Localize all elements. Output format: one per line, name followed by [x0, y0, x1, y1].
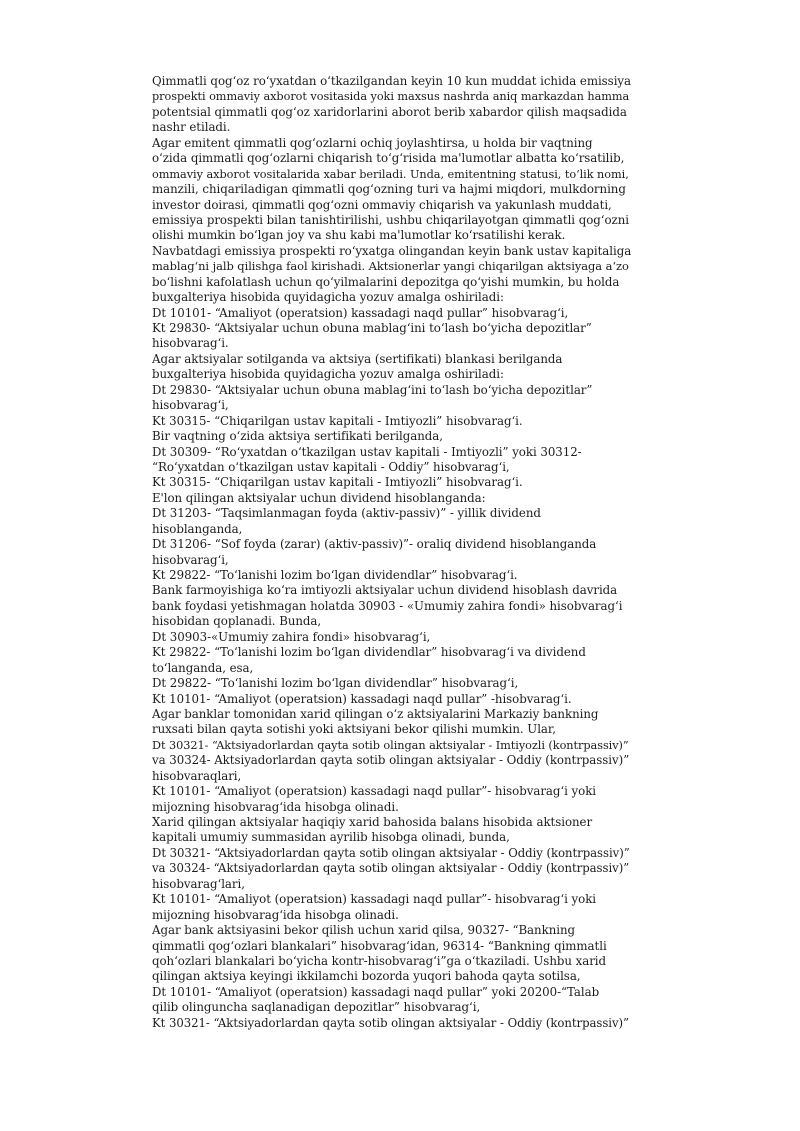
document-body	[152, 74, 632, 1031]
text-line: Kt 29822- “To‘lanishi lozim bo‘lgan dividendlar” hisobvarag‘i.	[152, 568, 518, 582]
text-line: Dt 31203- “Taqsimlanmagan foyda (aktiv-passiv)” - yillik dividend	[152, 506, 541, 521]
text-line: Qimmatli qog‘oz ro‘yxatdan o‘tkazilgandan keyin 10 kun muddat ichida emissiya	[152, 74, 632, 88]
text-line: Kt 10101- “Amaliyot (operatsion) kassadagi naqd pullar”- hisobvarag‘i yoki	[152, 784, 597, 799]
text-line: Dt 10101- “Amaliyot (operatsion) kassadagi naqd pullar” yoki 20200-“Talab	[152, 984, 600, 999]
text-line: qoh‘ozlari blankalari bo‘yicha kontr-hisobvarag‘i”ga o‘tkaziladi. Ushbu xarid	[152, 953, 607, 968]
text-line: hisobvarag‘lari,	[152, 876, 245, 891]
text-line: Dt 30903-«Umumiy zahira fondi» hisobvarag‘i,	[152, 629, 431, 644]
text-line: hisoblanganda,	[152, 521, 243, 536]
text-line: to‘langanda, esa,	[152, 660, 254, 675]
text-line: Kt 29830- “Aktsiyalar uchun obuna mablag‘ini to‘lash bo‘yicha depozitlar”	[152, 321, 592, 335]
text-line: mijozning hisobvarag‘ida hisobga olinadi.	[152, 799, 399, 814]
text-line: Xarid qilingan aktsiyalar haqiqiy xarid bahosida balans hisobida aktsioner	[152, 815, 593, 829]
text-line: Kt 30315- “Chiqarilgan ustav kapitali - Imtiyozli” hisobvarag‘i.	[152, 475, 523, 490]
text-line: Kt 30321- “Aktsiyadorlardan qayta sotib olingan aktsiyalar - Oddiy (kontrpassiv)”	[152, 1015, 629, 1030]
text-line: Kt 30315- “Chiqarilgan ustav kapitali - Imtiyozli” hisobvarag‘i.	[152, 413, 523, 428]
text-line: hisobvaraqlari,	[152, 768, 242, 783]
text-line: Kt 10101- “Amaliyot (operatsion) kassadagi naqd pullar”- hisobvarag‘i yoki	[152, 892, 597, 907]
text-line: mablag‘ni jalb qilishga faol kirishadi. Aktsionerlar yangi chiqarilgan aktsiyaga a‘zo	[152, 259, 629, 274]
text-line: o‘zida qimmatli qog‘ozlarni chiqarish to‘g‘risida ma'lumotlar albatta ko‘rsatilib,	[152, 151, 625, 166]
text-line: Dt 10101- “Amaliyot (operatsion) kassadagi naqd pullar” hisobvarag‘i,	[152, 305, 569, 320]
text-line: Agar banklar tomonidan xarid qilingan o‘z aktsiyalarini Markaziy bankning	[152, 706, 599, 721]
text-line: va 30324- Aktsiyadorlardan qayta sotib olingan aktsiyalar - Oddiy (kontrpassiv)”	[152, 753, 630, 768]
text-line: Dt 29830- “Aktsiyalar uchun obuna mablag‘ini to‘lash bo‘yicha depozitlar”	[152, 382, 593, 397]
text-line: hisobvarag‘i,	[152, 552, 229, 567]
text-line: Agar bank aktsiyasini bekor qilish uchun xarid qilsa, 90327- “Bankning	[152, 923, 576, 938]
text-line: Navbatdagi emissiya prospekti ro‘yxatga olingandan keyin bank ustav kapitaliga	[152, 243, 632, 258]
text-line: Dt 30309- “Ro‘yxatdan o‘tkazilgan ustav kapitali - Imtiyozli” yoki 30312-	[152, 444, 582, 459]
text-line: Kt 29822- “To‘lanishi lozim bo‘lgan dividendlar” hisobvarag‘i va dividend	[152, 645, 586, 660]
text-line: “Ro‘yxatdan o‘tkazilgan ustav kapitali - Oddiy” hisobvarag‘i,	[152, 459, 510, 474]
text-line: ommaviy axborot vositalarida xabar beriladi. Unda, emitentning statusi, to‘lik nomi,	[152, 167, 629, 181]
text-line: bank foydasi yetishmagan holatda 30903 - «Umumiy zahira fondi» hisobvarag‘i	[152, 598, 623, 613]
text-line: Dt 29822- “To‘lanishi lozim bo‘lgan dividendlar” hisobvarag‘i,	[152, 676, 519, 691]
text-line: kapitali umumiy summasidan ayrilib hisobga olinadi, bunda,	[152, 830, 510, 845]
text-line: qimmatli qog‘ozlari blankalari” hisobvarag‘idan, 96314- “Bankning qimmatli	[152, 938, 607, 953]
text-line: qilib olinguncha saqlanadigan depozitlar” hisobvarag‘i,	[152, 1000, 481, 1015]
text-line: bo‘lishni kafolatlash uchun qo‘yilmalarini depozitga qo‘yishi mumkin, bu holda	[152, 274, 620, 289]
text-line: buxgalteriya hisobida quyidagicha yozuv amalga oshiriladi:	[152, 367, 504, 382]
text-line: hisobvarag‘i,	[152, 398, 229, 413]
text-line: ruxsati bilan qayta sotishi yoki aktsiyani bekor qilishi mumkin. Ular,	[152, 722, 556, 737]
text-line: olishi mumkin bo‘lgan joy va shu kabi ma'lumotlar ko‘rsatilishi kerak.	[152, 228, 566, 243]
text-line: hisobidan qoplanadi. Bunda,	[152, 614, 322, 629]
text-line: Dt 30321- “Aktsiyadorlardan qayta sotib olingan aktsiyalar - Imtiyozli (kontrpassiv)”	[152, 738, 629, 752]
text-line: Agar aktsiyalar sotilganda va aktsiya (sertifikati) blankasi berilganda	[152, 351, 563, 366]
text-line: Agar emitent qimmatli qog‘ozlarni ochiq joylashtirsa, u holda bir vaqtning	[152, 135, 593, 150]
text-line: Kt 10101- “Amaliyot (operatsion) kassadagi naqd pullar” -hisobvarag‘i.	[152, 691, 572, 706]
text-line: manzili, chiqariladigan qimmatli qog‘ozning turi va hajmi miqdori, mulkdorning	[152, 182, 626, 197]
text-line: potentsial qimmatli qog‘oz xaridorlarini aborot berib xabardor qilish maqsadida	[152, 104, 627, 119]
text-line: va 30324- “Aktsiyadorlardan qayta sotib olingan aktsiyalar - Oddiy (kontrpassiv)”	[152, 861, 630, 876]
text-line: emissiya prospekti bilan tanishtirilishi, ushbu chiqarilayotgan qimmatli qog‘ozni	[152, 212, 629, 227]
text-line: Bir vaqtning o‘zida aktsiya sertifikati berilganda,	[152, 429, 443, 444]
text-line: Bank farmoyishiga ko‘ra imtiyozli aktsiyalar uchun dividend hisoblash davrida	[152, 583, 618, 598]
text-line: E'lon qilingan aktsiyalar uchun dividend hisoblanganda:	[152, 490, 486, 505]
text-line: buxgalteriya hisobida quyidagicha yozuv amalga oshiriladi:	[152, 290, 504, 305]
text-line: prospekti ommaviy axborot vositasida yoki maxsus nashrda aniq markazdan hamma	[152, 90, 630, 104]
text-line: qilingan aktsiya keyingi ikkilamchi bozorda yuqori bahoda qayta sotilsa,	[152, 969, 581, 984]
text-line: mijozning hisobvarag‘ida hisobga olinadi.	[152, 907, 399, 922]
text-line: Dt 31206- “Sof foyda (zarar) (aktiv-passiv)”- oraliq dividend hisoblanganda	[152, 537, 597, 552]
text-line: nashr etiladi.	[152, 120, 231, 135]
text-line: Dt 30321- “Aktsiyadorlardan qayta sotib olingan aktsiyalar - Oddiy (kontrpassiv)”	[152, 845, 630, 860]
text-line: investor doirasi, qimmatli qog‘ozni ommaviy chiqarish va yakunlash muddati,	[152, 197, 612, 212]
text-line: hisobvarag‘i.	[152, 336, 229, 351]
